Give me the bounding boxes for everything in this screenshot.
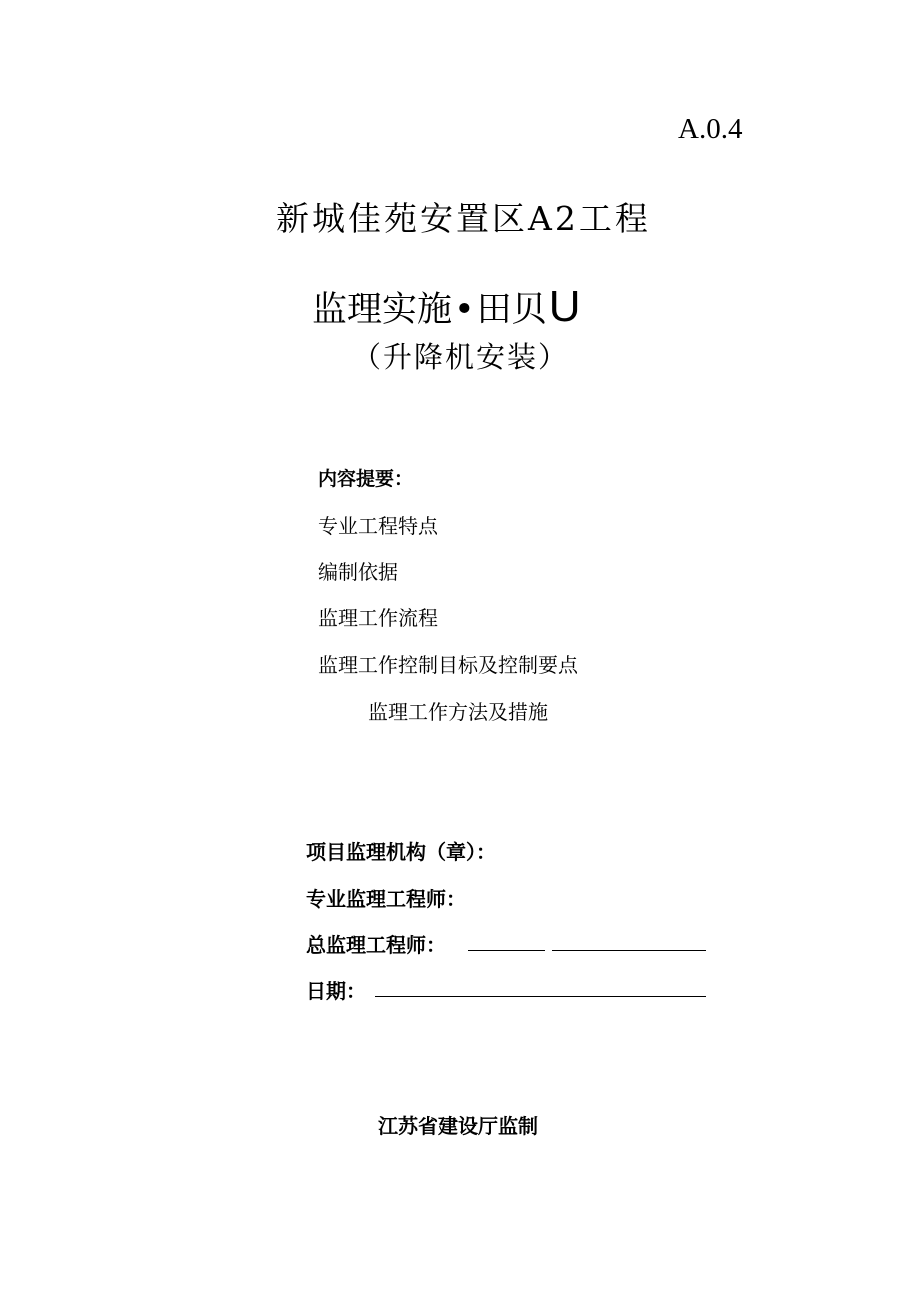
contents-item: 编制依据: [318, 560, 398, 584]
document-title-rest: 田贝: [476, 290, 547, 330]
supervision-org-label: 项目监理机构（章）：: [306, 840, 496, 864]
contents-heading: 内容提要：: [318, 468, 414, 490]
document-title-bullet: •: [454, 290, 475, 330]
document-title-trailing: U: [548, 282, 581, 331]
project-title: 新城佳苑安置区A2工程: [276, 199, 651, 238]
date-signature-line: [375, 996, 706, 997]
contents-item: 监理工作方法及措施: [368, 700, 548, 724]
contents-item: 专业工程特点: [318, 514, 438, 538]
contents-item: 监理工作控制目标及控制要点: [318, 653, 578, 677]
form-code: A.0.4: [678, 113, 743, 145]
chief-engineer-signature-line: [468, 950, 545, 951]
document-subtitle: （升降机安装）: [352, 340, 570, 374]
chief-engineer-signature-line: [552, 950, 706, 951]
issuer-footer: 江苏省建设厅监制: [378, 1114, 538, 1138]
document-title: [312, 282, 580, 332]
specialist-engineer-label: 专业监理工程师：: [306, 887, 466, 911]
date-label: 日期：: [306, 979, 366, 1003]
chief-engineer-label: 总监理工程师：: [306, 933, 446, 957]
contents-item: 监理工作流程: [318, 606, 438, 630]
document-title-main: 监理实施: [312, 290, 453, 330]
